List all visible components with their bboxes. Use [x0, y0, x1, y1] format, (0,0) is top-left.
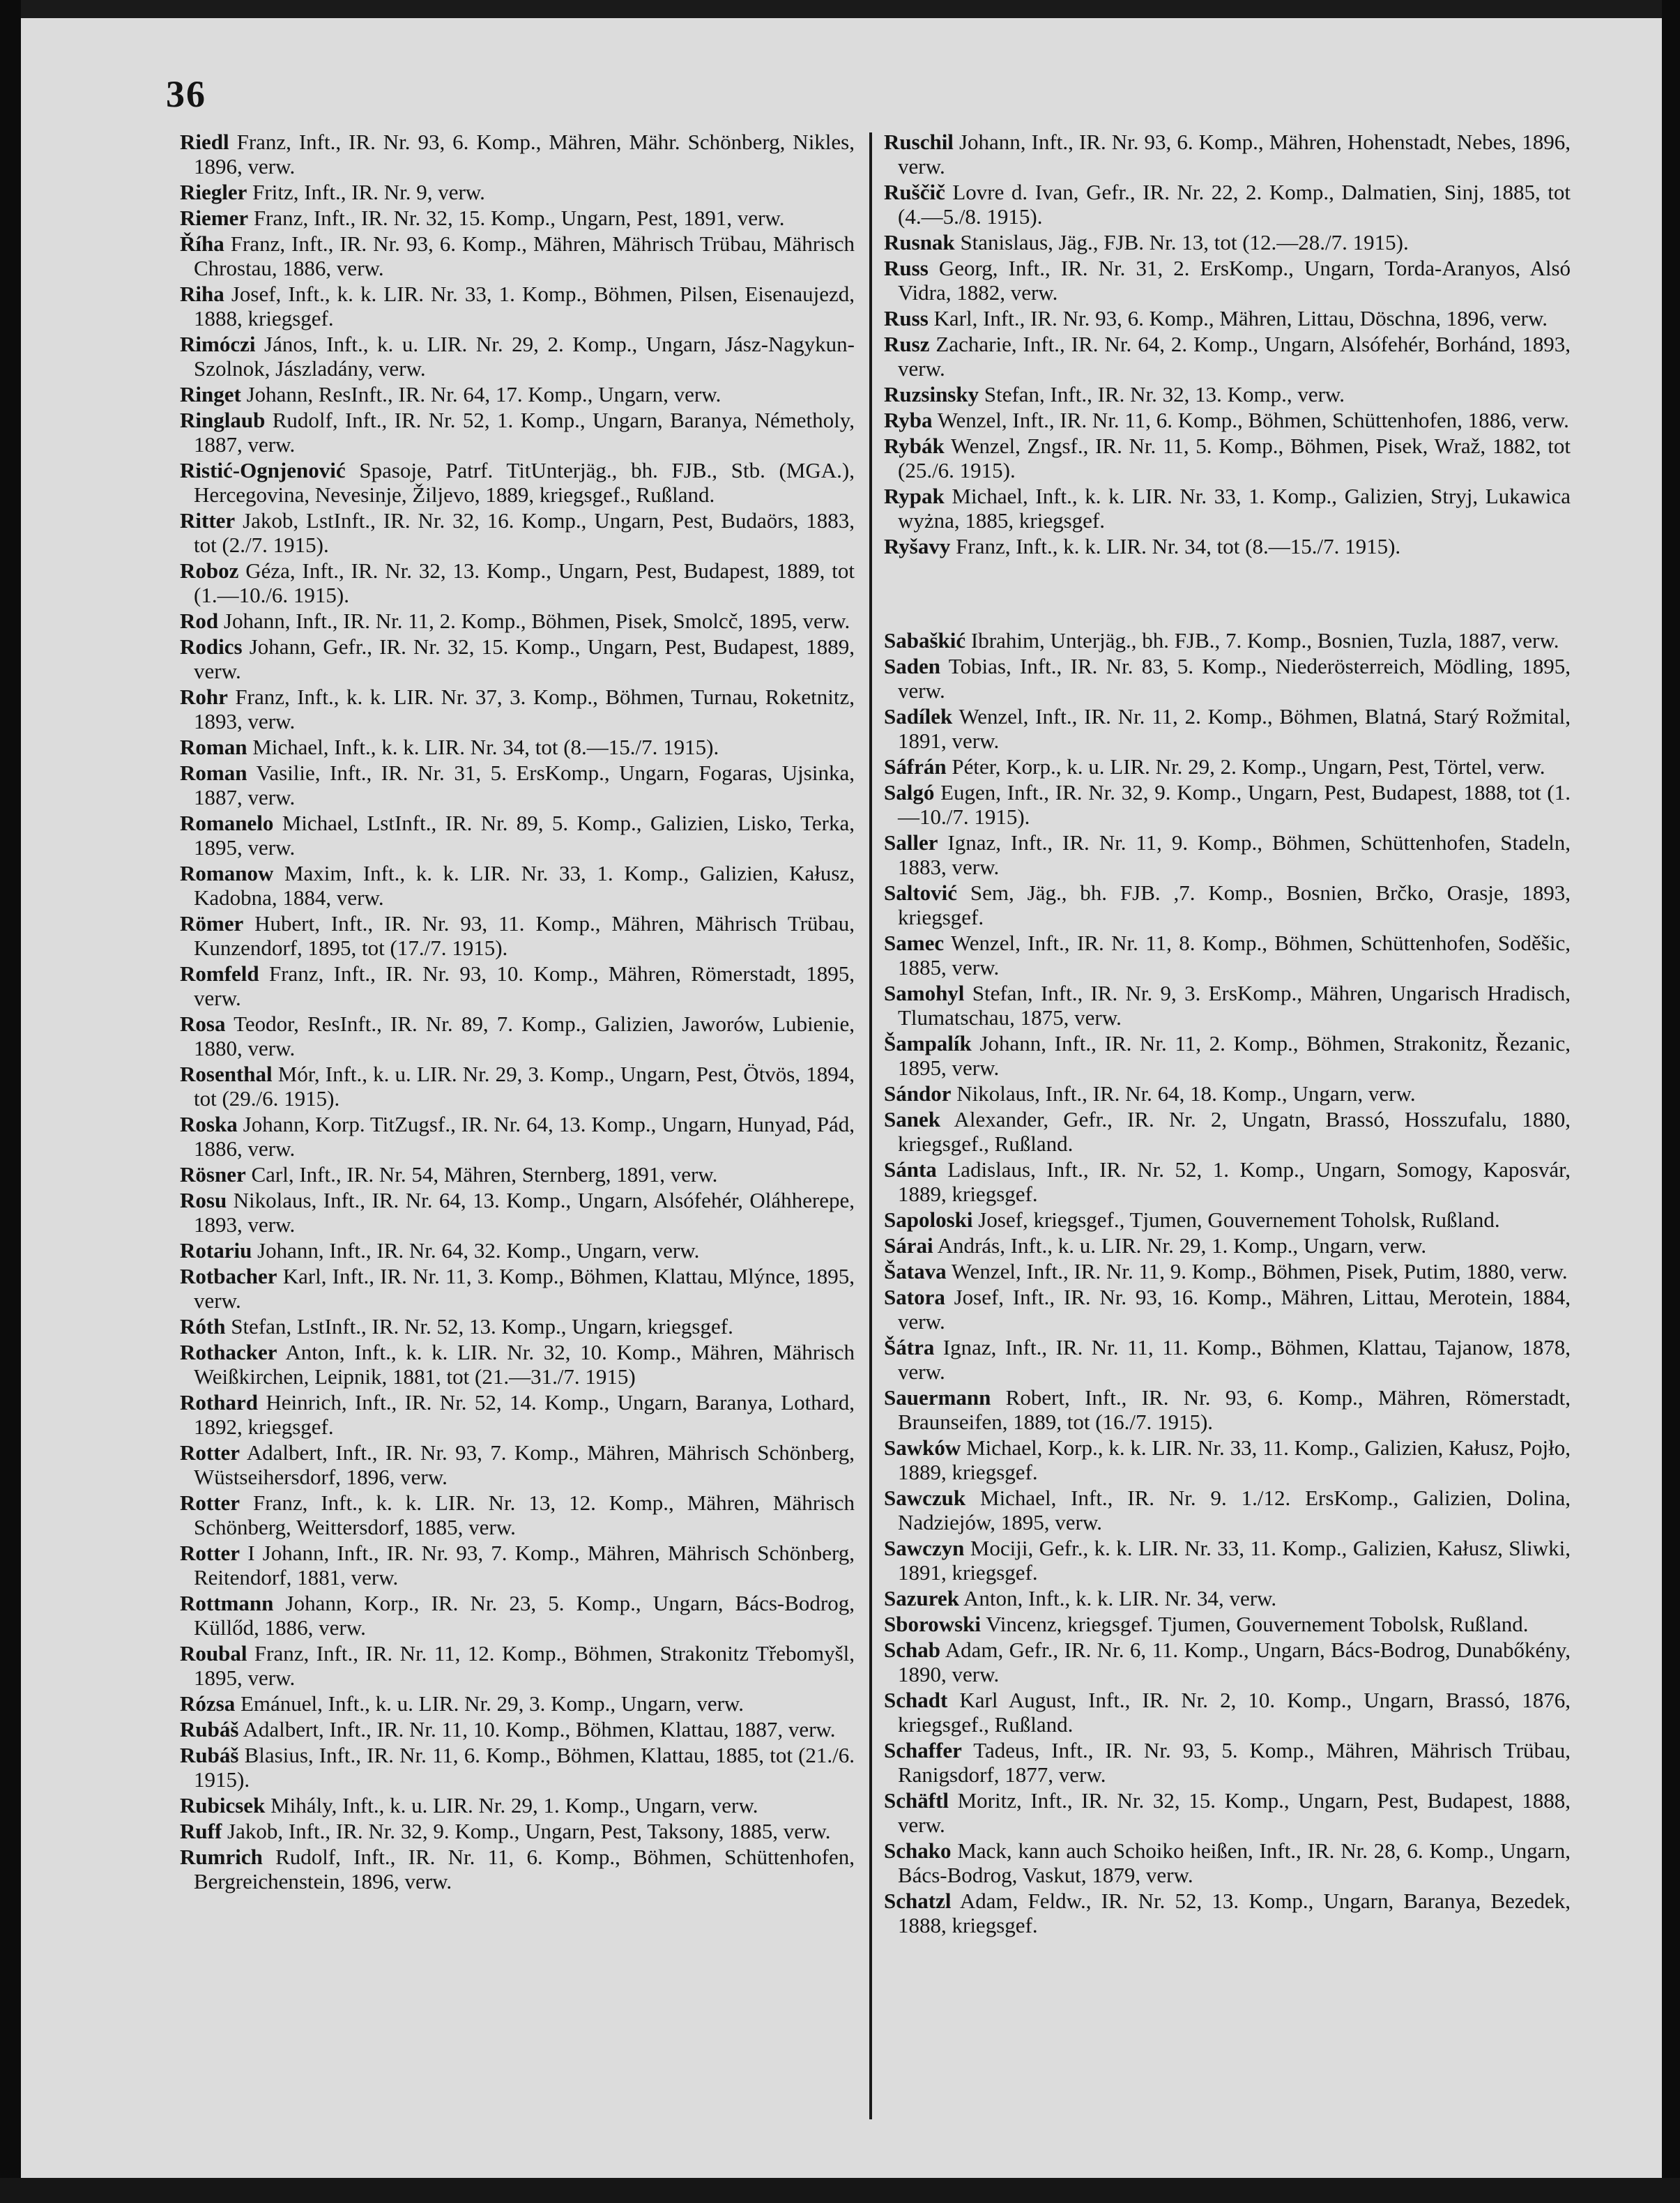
list-entry: [884, 754, 1571, 779]
entry-details: Josef, Inft., k. k. LIR. Nr. 33, 1. Komp., Böhmen, Pilsen, Eisenaujezd, 1888, kriegsgef.: [194, 282, 855, 330]
s-section: [884, 628, 1571, 1937]
entry-details: Robert, Inft., IR. Nr. 93, 6. Komp., Mähren, Römerstadt, Braunseifen, 1889, tot (16./7. 1915).: [898, 1385, 1571, 1434]
entry-details: Ladislaus, Inft., IR. Nr. 52, 1. Komp., Ungarn, Somogy, Kaposvár, 1889, kriegsgef.: [898, 1157, 1571, 1206]
list-entry: [884, 130, 1571, 178]
entry-details: Spasoje, Patrf. TitUnterjäg., bh. FJB., Stb. (MGA.), Hercegovina, Nevesinje, Žiljevo, 1889, kriegsgef., Rußland.: [194, 458, 855, 507]
entry-details: Adam, Feldw., IR. Nr. 52, 13. Komp., Ungarn, Baranya, Bezedek, 1888, kriegsgef.: [898, 1889, 1571, 1937]
list-entry: [884, 484, 1571, 533]
entry-surname: Rosu: [180, 1188, 227, 1212]
entry-details: Teodor, ResInft., IR. Nr. 89, 7. Komp., Galizien, Jaworów, Lubienie, 1880, verw.: [194, 1012, 855, 1060]
list-entry: [180, 1491, 855, 1539]
list-entry: [180, 1012, 855, 1060]
list-entry: [884, 1259, 1571, 1283]
entry-surname: Šampalík: [884, 1031, 972, 1055]
entry-details: Maxim, Inft., k. k. LIR. Nr. 33, 1. Komp., Galizien, Kałusz, Kadobna, 1884, verw.: [194, 861, 855, 910]
list-entry: [884, 931, 1571, 979]
entry-details: Wenzel, Zngsf., IR. Nr. 11, 5. Komp., Böhmen, Pisek, Wraž, 1882, tot (25./6. 1915).: [898, 434, 1571, 482]
entry-details: János, Inft., k. u. LIR. Nr. 29, 2. Komp., Ungarn, Jász-Nagykun-Szolnok, Jászladány, verw.: [194, 332, 855, 381]
entry-surname: Rotter: [180, 1440, 240, 1465]
list-entry: [884, 1838, 1571, 1887]
entry-details: András, Inft., k. u. LIR. Nr. 29, 1. Komp., Ungarn, verw.: [937, 1233, 1427, 1258]
entry-surname: Roboz: [180, 558, 239, 583]
list-entry: [884, 1207, 1571, 1232]
list-entry: [884, 704, 1571, 753]
entry-surname: Rottmann: [180, 1591, 274, 1615]
entry-details: Mociji, Gefr., k. k. LIR. Nr. 33, 11. Komp., Galizien, Kałusz, Sliwki, 1891, kriegsgef.: [898, 1536, 1571, 1585]
entry-surname: Rusz: [884, 332, 930, 356]
list-entry: [180, 861, 855, 910]
entry-details: Josef, Inft., IR. Nr. 93, 16. Komp., Mähren, Littau, Merotein, 1884, verw.: [898, 1285, 1571, 1334]
list-entry: [884, 408, 1571, 432]
entry-details: Franz, Inft., IR. Nr. 11, 12. Komp., Böhmen, Strakonitz Třebomyšl, 1895, verw.: [194, 1641, 855, 1690]
list-entry: [180, 130, 855, 178]
entry-surname: Schab: [884, 1638, 940, 1662]
entry-details: Zacharie, Inft., IR. Nr. 64, 2. Komp., Ungarn, Alsófehér, Borhánd, 1893, verw.: [898, 332, 1571, 381]
entry-surname: Russ: [884, 306, 929, 330]
entry-surname: Rodics: [180, 634, 243, 659]
list-entry: [180, 332, 855, 381]
entry-surname: Sauermann: [884, 1385, 991, 1410]
entry-details: Johann, Gefr., IR. Nr. 32, 15. Komp., Ungarn, Pest, Budapest, 1889, verw.: [194, 634, 855, 683]
list-entry: [180, 1314, 855, 1339]
entry-surname: Samec: [884, 931, 945, 955]
entry-details: Michael, Inft., IR. Nr. 9. 1./12. ErsKomp., Galizien, Dolina, Nadziejów, 1895, verw.: [898, 1486, 1571, 1534]
entry-surname: Riha: [180, 282, 224, 306]
list-entry: [884, 1486, 1571, 1534]
entry-surname: Rotbacher: [180, 1264, 277, 1288]
entry-surname: Salgó: [884, 780, 935, 805]
entry-details: Adalbert, Inft., IR. Nr. 93, 7. Komp., Mähren, Mährisch Schönberg, Wüstseihersdorf, 1896, verw.: [194, 1440, 855, 1489]
entry-surname: Rypak: [884, 484, 945, 508]
entry-details: Johann, Korp., IR. Nr. 23, 5. Komp., Ungarn, Bács-Bodrog, Küllőd, 1886, verw.: [194, 1591, 855, 1640]
entry-details: Franz, Inft., IR. Nr. 32, 15. Komp., Ungarn, Pest, 1891, verw.: [253, 206, 785, 230]
list-entry: [180, 408, 855, 457]
entry-details: Hubert, Inft., IR. Nr. 93, 11. Komp., Mähren, Mährisch Trübau, Kunzendorf, 1895, tot (17./7. 1915).: [194, 911, 855, 960]
list-entry: [180, 1188, 855, 1237]
list-entry: [884, 881, 1571, 929]
entry-surname: Saller: [884, 830, 938, 855]
entry-details: Josef, kriegsgef., Tjumen, Gouvernement Toholsk, Rußland.: [978, 1207, 1500, 1232]
entry-details: Ignaz, Inft., IR. Nr. 11, 11. Komp., Böhmen, Klattau, Tajanow, 1878, verw.: [898, 1335, 1571, 1384]
list-entry: [180, 1390, 855, 1439]
entry-surname: Sawków: [884, 1435, 961, 1460]
entry-surname: Schäftl: [884, 1788, 949, 1813]
list-entry: [180, 634, 855, 683]
entry-surname: Romanow: [180, 861, 274, 885]
entry-surname: Ristić-Ognjenović: [180, 458, 346, 482]
entry-surname: Rohr: [180, 685, 228, 709]
entry-details: Michael, Korp., k. k. LIR. Nr. 33, 11. Komp., Galizien, Kałusz, Pojło, 1889, kriegsgef.: [898, 1435, 1571, 1484]
entry-details: Jakob, Inft., IR. Nr. 32, 9. Komp., Ungarn, Pest, Taksony, 1885, verw.: [227, 1819, 831, 1843]
list-entry: [180, 1691, 855, 1716]
list-entry: [180, 558, 855, 607]
entry-surname: Rimóczi: [180, 332, 256, 356]
entry-surname: Ryšavy: [884, 534, 951, 558]
entry-details: Johann, Inft., IR. Nr. 11, 2. Komp., Böhmen, Strakonitz, Řezanic, 1895, verw.: [898, 1031, 1571, 1080]
entry-surname: Ritter: [180, 508, 236, 533]
entry-surname: Šatava: [884, 1259, 947, 1283]
entry-surname: Ringet: [180, 382, 241, 406]
entry-details: Wenzel, Inft., IR. Nr. 11, 9. Komp., Böhmen, Pisek, Putim, 1880, verw.: [951, 1259, 1568, 1283]
list-entry: [180, 1112, 855, 1161]
entry-surname: Roska: [180, 1112, 238, 1136]
scan-border-left: [0, 0, 21, 2203]
entry-surname: Rybák: [884, 434, 945, 458]
entry-surname: Rusnak: [884, 230, 955, 254]
entry-surname: Riemer: [180, 206, 249, 230]
scan-border-bottom: [0, 2178, 1680, 2203]
entry-surname: Sándor: [884, 1081, 952, 1106]
entry-details: Ibrahim, Unterjäg., bh. FJB., 7. Komp., Bosnien, Tuzla, 1887, verw.: [970, 628, 1559, 653]
list-entry: [884, 1536, 1571, 1585]
entry-details: Wenzel, Inft., IR. Nr. 11, 6. Komp., Böhmen, Schüttenhofen, 1886, verw.: [937, 408, 1569, 432]
list-entry: [884, 1157, 1571, 1206]
entry-surname: Rothacker: [180, 1340, 277, 1364]
list-entry: [884, 830, 1571, 879]
list-entry: [180, 735, 855, 759]
entry-details: Wenzel, Inft., IR. Nr. 11, 2. Komp., Böhmen, Blatná, Starý Rožmital, 1891, verw.: [898, 704, 1571, 753]
entry-surname: Rothard: [180, 1390, 258, 1415]
entry-surname: Schatzl: [884, 1889, 952, 1913]
entry-surname: Ruščič: [884, 180, 945, 204]
list-entry: [884, 534, 1571, 558]
left-column: [180, 130, 855, 1895]
entry-surname: Rotter: [180, 1491, 240, 1515]
list-entry: [180, 609, 855, 633]
entry-details: Karl August, Inft., IR. Nr. 2, 10. Komp., Ungarn, Brassó, 1876, kriegsgef., Rußland.: [898, 1688, 1571, 1737]
entry-details: Ignaz, Inft., IR. Nr. 11, 9. Komp., Böhmen, Schüttenhofen, Stadeln, 1883, verw.: [898, 830, 1571, 879]
list-entry: [884, 1638, 1571, 1686]
entry-details: Vasilie, Inft., IR. Nr. 31, 5. ErsKomp., Ungarn, Fogaras, Ujsinka, 1887, verw.: [194, 761, 855, 809]
list-entry: [884, 1612, 1571, 1636]
entry-details: Carl, Inft., IR. Nr. 54, Mähren, Sternberg, 1891, verw.: [251, 1162, 718, 1187]
list-entry: [180, 231, 855, 280]
entry-surname: Samohyl: [884, 981, 965, 1005]
list-entry: [180, 1162, 855, 1187]
entry-surname: Romfeld: [180, 961, 259, 986]
entry-surname: Ruschil: [884, 130, 954, 154]
section-gap: [884, 560, 1571, 628]
list-entry: [884, 332, 1571, 381]
entry-details: Wenzel, Inft., IR. Nr. 11, 8. Komp., Böhmen, Schüttenhofen, Soděšic, 1885, verw.: [898, 931, 1571, 979]
list-entry: [884, 382, 1571, 406]
entry-details: Johann, Inft., IR. Nr. 93, 6. Komp., Mähren, Hohenstadt, Nebes, 1896, verw.: [898, 130, 1571, 178]
entry-details: Stefan, Inft., IR. Nr. 32, 13. Komp., verw.: [984, 382, 1345, 406]
entry-details: Stefan, Inft., IR. Nr. 9, 3. ErsKomp., Mähren, Ungarisch Hradisch, Tlumatschau, 1875, verw.: [898, 981, 1571, 1030]
list-entry: [180, 685, 855, 733]
entry-details: Heinrich, Inft., IR. Nr. 52, 14. Komp., Ungarn, Baranya, Lothard, 1892, kriegsgef.: [194, 1390, 855, 1439]
entry-surname: Šátra: [884, 1335, 935, 1359]
entry-surname: Rotariu: [180, 1238, 252, 1263]
list-entry: [884, 654, 1571, 703]
entry-surname: Roman: [180, 735, 247, 759]
entry-details: Franz, Inft., k. k. LIR. Nr. 13, 12. Komp., Mähren, Mährisch Schönberg, Weittersdorf, 1885, verw.: [194, 1491, 855, 1539]
entry-surname: Schaffer: [884, 1738, 962, 1762]
list-entry: [180, 1717, 855, 1741]
list-entry: [180, 1743, 855, 1792]
list-entry: [180, 382, 855, 406]
entry-surname: Rotter: [180, 1541, 240, 1565]
entry-details: Nikolaus, Inft., IR. Nr. 64, 13. Komp., Ungarn, Alsófehér, Oláhherepe, 1893, verw.: [194, 1188, 855, 1237]
page-number: 36: [166, 73, 206, 115]
entry-details: Stefan, LstInft., IR. Nr. 52, 13. Komp., Ungarn, kriegsgef.: [231, 1314, 733, 1339]
entry-details: Anton, Inft., k. k. LIR. Nr. 34, verw.: [963, 1586, 1277, 1610]
entry-surname: Russ: [884, 256, 929, 280]
entry-details: Franz, Inft., k. k. LIR. Nr. 34, tot (8.—15./7. 1915).: [956, 534, 1401, 558]
entry-surname: Sborowski: [884, 1612, 981, 1636]
entry-details: Michael, LstInft., IR. Nr. 89, 5. Komp., Galizien, Lisko, Terka, 1895, verw.: [194, 811, 855, 860]
list-entry: [884, 256, 1571, 305]
entry-details: Vincenz, kriegsgef. Tjumen, Gouvernement Tobolsk, Rußland.: [986, 1612, 1529, 1636]
entry-surname: Rosa: [180, 1012, 226, 1036]
entry-details: Tobias, Inft., IR. Nr. 83, 5. Komp., Niederösterreich, Mödling, 1895, verw.: [898, 654, 1571, 703]
entry-details: Sem, Jäg., bh. FJB. ,7. Komp., Bosnien, Brčko, Orasje, 1893, kriegsgef.: [898, 881, 1571, 929]
list-entry: [884, 306, 1571, 330]
list-entry: [884, 780, 1571, 829]
list-entry: [180, 1238, 855, 1263]
entry-surname: Sáfrán: [884, 754, 947, 779]
list-entry: [180, 458, 855, 507]
list-entry: [884, 1233, 1571, 1258]
entry-surname: Róth: [180, 1314, 226, 1339]
entry-details: Franz, Inft., IR. Nr. 93, 6. Komp., Mähren, Mähr. Schönberg, Nikles, 1896, verw.: [194, 130, 855, 178]
entry-details: Géza, Inft., IR. Nr. 32, 13. Komp., Ungarn, Pest, Budapest, 1889, tot (1.—10./6. 1915).: [194, 558, 855, 607]
entry-details: Jakob, LstInft., IR. Nr. 32, 16. Komp., Ungarn, Pest, Budaörs, 1883, tot (2./7. 1915).: [194, 508, 855, 557]
right-column: [884, 130, 1571, 1939]
entry-surname: Satora: [884, 1285, 945, 1309]
list-entry: [180, 1591, 855, 1640]
list-entry: [884, 1335, 1571, 1384]
list-entry: [884, 628, 1571, 653]
list-entry: [884, 230, 1571, 254]
entry-details: Stanislaus, Jäg., FJB. Nr. 13, tot (12.—28./7. 1915).: [960, 230, 1409, 254]
list-entry: [180, 1062, 855, 1111]
list-entry: [180, 1541, 855, 1590]
entry-surname: Ryba: [884, 408, 933, 432]
list-entry: [180, 961, 855, 1010]
entry-surname: Sawczuk: [884, 1486, 966, 1510]
entry-surname: Ringlaub: [180, 408, 266, 432]
entry-details: Adalbert, Inft., IR. Nr. 11, 10. Komp., Böhmen, Klattau, 1887, verw.: [243, 1717, 836, 1741]
list-entry: [884, 981, 1571, 1030]
entry-details: Moritz, Inft., IR. Nr. 32, 15. Komp., Ungarn, Pest, Budapest, 1888, verw.: [898, 1788, 1571, 1837]
entry-surname: Romanelo: [180, 811, 274, 835]
entry-surname: Rod: [180, 609, 219, 633]
entry-surname: Rosenthal: [180, 1062, 273, 1086]
entry-surname: Sadílek: [884, 704, 953, 729]
entry-surname: Sánta: [884, 1157, 937, 1182]
list-entry: [884, 1285, 1571, 1334]
list-entry: [884, 1385, 1571, 1434]
entry-details: Johann, Korp. TitZugsf., IR. Nr. 64, 13. Komp., Ungarn, Hunyad, Pád, 1886, verw.: [194, 1112, 855, 1161]
entry-details: Blasius, Inft., IR. Nr. 11, 6. Komp., Böhmen, Klattau, 1885, tot (21./6. 1915).: [194, 1743, 855, 1792]
entry-surname: Rumrich: [180, 1845, 263, 1869]
entry-details: Rudolf, Inft., IR. Nr. 11, 6. Komp., Böhmen, Schüttenhofen, Bergreichenstein, 1896, verw.: [194, 1845, 855, 1893]
entry-surname: Saden: [884, 654, 940, 678]
scan-border-top: [0, 0, 1680, 18]
list-entry: [180, 1264, 855, 1313]
entry-details: Georg, Inft., IR. Nr. 31, 2. ErsKomp., Ungarn, Torda-Aranyos, Alsó Vidra, 1882, verw.: [898, 256, 1571, 305]
entry-surname: Saltović: [884, 881, 958, 905]
entry-details: Franz, Inft., k. k. LIR. Nr. 37, 3. Komp., Böhmen, Turnau, Roketnitz, 1893, verw.: [194, 685, 855, 733]
entry-surname: Ruff: [180, 1819, 222, 1843]
entry-details: Tadeus, Inft., IR. Nr. 93, 5. Komp., Mähren, Mährisch Trübau, Ranigsdorf, 1877, verw.: [898, 1738, 1571, 1787]
list-entry: [884, 434, 1571, 482]
list-entry: [884, 1688, 1571, 1737]
entry-details: Mack, kann auch Schoiko heißen, Inft., IR. Nr. 28, 6. Komp., Ungarn, Bács-Bodrog, Vaskut, 1879, verw.: [898, 1838, 1571, 1887]
entry-surname: Sárai: [884, 1233, 933, 1258]
entry-surname: Römer: [180, 911, 244, 936]
list-entry: [884, 1435, 1571, 1484]
entry-details: Michael, Inft., k. k. LIR. Nr. 33, 1. Komp., Galizien, Stryj, Lukawica wyżna, 1885, kriegsgef.: [898, 484, 1571, 533]
list-entry: [884, 1586, 1571, 1610]
r-section: [884, 130, 1571, 558]
list-entry: [884, 1738, 1571, 1787]
list-entry: [180, 206, 855, 230]
list-entry: [180, 761, 855, 809]
entry-surname: Rubicsek: [180, 1793, 266, 1817]
list-entry: [884, 1107, 1571, 1156]
entry-surname: Roubal: [180, 1641, 247, 1665]
entry-surname: Rubáš: [180, 1717, 239, 1741]
list-entry: [180, 508, 855, 557]
list-entry: [180, 180, 855, 204]
entry-surname: Sanek: [884, 1107, 940, 1131]
entry-details: Eugen, Inft., IR. Nr. 32, 9. Komp., Ungarn, Pest, Budapest, 1888, tot (1.—10./7. 1915).: [898, 780, 1571, 829]
list-entry: [180, 1440, 855, 1489]
entry-details: Mór, Inft., k. u. LIR. Nr. 29, 3. Komp., Ungarn, Pest, Ötvös, 1894, tot (29./6. 1915).: [194, 1062, 855, 1111]
entry-details: I Johann, Inft., IR. Nr. 93, 7. Komp., Mähren, Mährisch Schönberg, Reitendorf, 1881, verw.: [194, 1541, 855, 1590]
column-divider: [869, 132, 872, 2119]
entry-details: Emánuel, Inft., k. u. LIR. Nr. 29, 3. Komp., Ungarn, verw.: [240, 1691, 744, 1716]
entry-surname: Rubáš: [180, 1743, 239, 1767]
entry-surname: Říha: [180, 231, 224, 256]
entry-details: Johann, ResInft., IR. Nr. 64, 17. Komp., Ungarn, verw.: [246, 382, 721, 406]
list-entry: [884, 1889, 1571, 1937]
scan-border-right: [1662, 0, 1680, 2203]
entry-surname: Sabaškić: [884, 628, 966, 653]
list-entry: [180, 1845, 855, 1893]
entry-surname: Sawczyn: [884, 1536, 965, 1560]
entry-surname: Ruzsinsky: [884, 382, 979, 406]
entry-details: Johann, Inft., IR. Nr. 64, 32. Komp., Ungarn, verw.: [257, 1238, 700, 1263]
entry-surname: Sazurek: [884, 1586, 959, 1610]
list-entry: [180, 1793, 855, 1817]
list-entry: [884, 180, 1571, 229]
entry-details: Péter, Korp., k. u. LIR. Nr. 29, 2. Komp., Ungarn, Pest, Törtel, verw.: [952, 754, 1545, 779]
entry-surname: Sapoloski: [884, 1207, 973, 1232]
entry-details: Alexander, Gefr., IR. Nr. 2, Ungatn, Brassó, Hosszufalu, 1880, kriegsgef., Rußland.: [898, 1107, 1571, 1156]
entry-details: Lovre d. Ivan, Gefr., IR. Nr. 22, 2. Komp., Dalmatien, Sinj, 1885, tot (4.—5./8. 1915).: [898, 180, 1571, 229]
entry-details: Mihály, Inft., k. u. LIR. Nr. 29, 1. Komp., Ungarn, verw.: [270, 1793, 758, 1817]
list-entry: [884, 1788, 1571, 1837]
entry-details: Anton, Inft., k. k. LIR. Nr. 32, 10. Komp., Mähren, Mährisch Weißkirchen, Leipnik, 1881, tot (21.—31./7. 1915): [194, 1340, 855, 1389]
list-entry: [180, 1819, 855, 1843]
entry-surname: Rösner: [180, 1162, 246, 1187]
list-entry: [884, 1031, 1571, 1080]
entry-surname: Rózsa: [180, 1691, 236, 1716]
entry-details: Michael, Inft., k. k. LIR. Nr. 34, tot (8.—15./7. 1915).: [252, 735, 719, 759]
list-entry: [180, 1641, 855, 1690]
entry-surname: Roman: [180, 761, 247, 785]
list-entry: [180, 282, 855, 330]
entry-details: Fritz, Inft., IR. Nr. 9, verw.: [252, 180, 485, 204]
entry-details: Rudolf, Inft., IR. Nr. 52, 1. Komp., Ungarn, Baranya, Németholy, 1887, verw.: [194, 408, 855, 457]
entry-surname: Schadt: [884, 1688, 948, 1712]
entry-details: Nikolaus, Inft., IR. Nr. 64, 18. Komp., Ungarn, verw.: [956, 1081, 1416, 1106]
entry-surname: Riegler: [180, 180, 247, 204]
entry-details: Franz, Inft., IR. Nr. 93, 10. Komp., Mähren, Römerstadt, 1895, verw.: [194, 961, 855, 1010]
entry-details: Karl, Inft., IR. Nr. 11, 3. Komp., Böhmen, Klattau, Mlýnce, 1895, verw.: [194, 1264, 855, 1313]
entry-details: Karl, Inft., IR. Nr. 93, 6. Komp., Mähren, Littau, Döschna, 1896, verw.: [933, 306, 1548, 330]
list-entry: [884, 1081, 1571, 1106]
entry-details: Franz, Inft., IR. Nr. 93, 6. Komp., Mähren, Mährisch Trübau, Mährisch Chrostau, 1886, verw.: [194, 231, 855, 280]
list-entry: [180, 811, 855, 860]
entry-details: Johann, Inft., IR. Nr. 11, 2. Komp., Böhmen, Pisek, Smolcč, 1895, verw.: [223, 609, 850, 633]
list-entry: [180, 911, 855, 960]
entry-details: Adam, Gefr., IR. Nr. 6, 11. Komp., Ungarn, Bács-Bodrog, Dunabőkény, 1890, verw.: [898, 1638, 1571, 1686]
entry-surname: Schako: [884, 1838, 952, 1863]
list-entry: [180, 1340, 855, 1389]
entry-surname: Riedl: [180, 130, 229, 154]
